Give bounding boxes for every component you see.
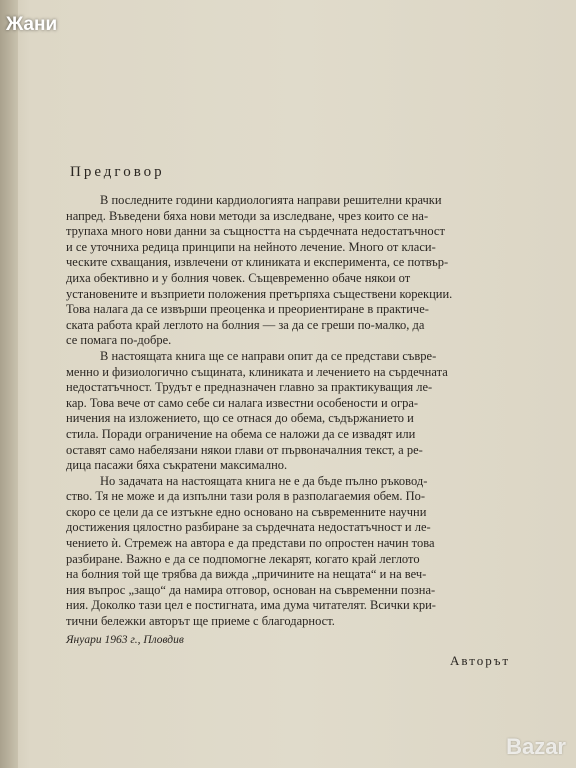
date-place: Януари 1963 г., Пловдив — [66, 634, 184, 646]
text-line: Това налага да се извърши преоценка и преориентиране в практиче- — [66, 302, 429, 317]
paragraph-2 — [66, 349, 550, 474]
text-line: кар. Това вече от само себе си налага известни особености и огра- — [66, 395, 419, 410]
page-heading: Предговор — [70, 164, 165, 180]
text-line: установените и възприети положения претърпяха съществени корекции. — [66, 286, 453, 301]
text-line: ничения на изложението, що се отнася до обема, съдържанието и — [66, 411, 414, 426]
preface-text — [66, 193, 550, 630]
text-line: менно и физиологично същината, клиниката и лечението на сърдечната — [66, 364, 448, 379]
paragraph-3 — [66, 474, 550, 630]
text-line: ската работа край леглото на болния — за да се греши по-малко, да — [66, 317, 425, 332]
text-line: дица пасажи бяха съкратени максимално. — [66, 458, 288, 473]
watermark-bottom: Bazar — [506, 734, 566, 759]
text-line: ческите схващания, извлечени от клиниката и експеримента, се потвър- — [66, 255, 449, 270]
paragraph-1 — [66, 193, 550, 349]
text-line: напред. Въведени бяха нови методи за изследване, чрез които се на- — [66, 208, 429, 223]
text-line: ство. Тя не може и да изпълни тази роля в разполагаемия обем. По- — [66, 489, 426, 504]
text-line: се помага по-добре. — [66, 333, 172, 348]
text-line: чението ѝ. Стремеж на автора е да представи по опростен начин това — [66, 536, 435, 551]
text-line: тични бележки авторът ще приеме с благодарност. — [66, 614, 335, 629]
text-line: ния въпрос „защо“ да намира отговор, основан на съвременни позна- — [66, 582, 436, 597]
book-spine-shadow — [0, 0, 18, 768]
text-line: диха обективно и у болния човек. Същевременно обаче някои от — [66, 270, 411, 285]
text-line: скоро се цели да се изтъкне едно основано на съвременните научни — [66, 504, 427, 519]
text-line: оставят само набелязани някои глави от първоначалния текст, а ре- — [66, 442, 423, 457]
text-line: достижения цялостно разбиране за сърдечната недостатъчност и ле- — [66, 520, 431, 535]
text-line: на болния той ще трябва да вижда „причините на нещата“ и на веч- — [66, 567, 427, 582]
text-line: и се уточниха редица принципи на нейното лечение. Много от класи- — [66, 239, 436, 254]
text-line: разбиране. Важно е да се подпомогне лекарят, когато край леглото — [66, 551, 420, 566]
author-signature: Авторът — [450, 653, 511, 668]
text-line: В последните години кардиологията направи решителни крачки — [100, 193, 442, 207]
watermark-top: Жани — [6, 14, 58, 35]
text-line: недостатъчност. Трудът е предназначен главно за практикуващия ле- — [66, 380, 433, 395]
text-line: стила. Поради ограничение на обема се наложи да се извадят или — [66, 426, 416, 441]
text-line: Но задачата на настоящата книга не е да бъде пълно ръковод- — [100, 473, 428, 488]
text-line: трупаха много нови данни за същността на сърдечната недостатъчност — [66, 224, 445, 239]
text-line: ния. Доколко тази цел е постигната, има дума читателят. Всички кри- — [66, 598, 436, 613]
text-line: В настоящата книга ще се направи опит да се представи съвре- — [100, 348, 437, 363]
